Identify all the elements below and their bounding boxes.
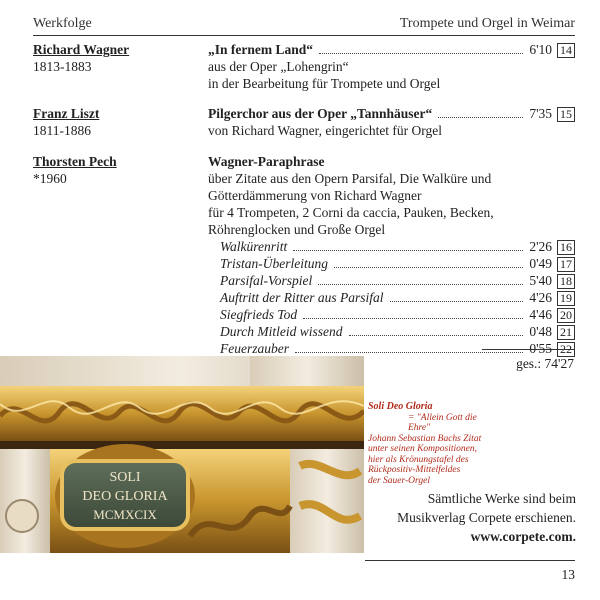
track-number: 15 — [557, 107, 575, 122]
movement-line — [220, 323, 575, 340]
work-desc-line: für 4 Trompeten, 2 Corni da caccia, Pauken, Becken, — [208, 205, 494, 220]
leader-dots — [319, 53, 523, 54]
plaque-text: DEO GLORIA — [82, 489, 168, 504]
composer-name: Richard Wagner — [33, 42, 130, 57]
work-desc-line: von Richard Wagner, eingerichtet für Orgel — [208, 123, 443, 138]
track-time: 0'48 — [529, 324, 552, 339]
leader-dots — [438, 117, 523, 118]
total-rule — [482, 349, 574, 350]
work-title: Pilgerchor aus der Oper „Tannhäuser“ — [208, 106, 433, 121]
caption-line: Johann Sebastian Bachs Zitat — [368, 433, 482, 444]
header-right: Trompete und Orgel in Weimar — [399, 16, 575, 31]
track-number: 19 — [557, 291, 575, 306]
publisher-note — [397, 489, 576, 546]
caption-quote: = "Allein Gott die Ehre" — [408, 412, 477, 433]
leader-dots — [293, 250, 523, 251]
work-title-line — [208, 105, 575, 122]
work-block-2 — [208, 105, 575, 139]
work-title-line — [208, 41, 575, 58]
footer-rule — [365, 560, 575, 561]
track-number: 20 — [557, 308, 575, 323]
track-number: 21 — [557, 325, 575, 340]
track-time: 2'26 — [529, 239, 552, 254]
composer-name: Franz Liszt — [33, 106, 100, 121]
total-duration: ges.: 74'27 — [516, 356, 574, 371]
work-block-3 — [208, 153, 575, 357]
publisher-line: Musikverlag Corpete erschienen. — [397, 510, 576, 525]
leader-dots — [349, 335, 524, 336]
movement-line — [220, 255, 575, 272]
movement-list — [220, 238, 575, 357]
leader-dots — [334, 267, 523, 268]
header-rule — [33, 35, 575, 36]
track-number: 16 — [557, 240, 575, 255]
movement-title: Tristan-Überleitung — [220, 256, 329, 271]
track-time: 0'55 — [529, 341, 552, 356]
leader-dots — [303, 318, 523, 319]
track-number: 22 — [557, 342, 575, 357]
track-time: 5'40 — [529, 273, 552, 288]
movement-title: Durch Mitleid wissend — [220, 324, 343, 339]
work-desc-line: Götterdämmerung von Richard Wagner — [208, 188, 422, 203]
publisher-url: www.corpete.com. — [470, 529, 576, 544]
track-time: 7'35 — [529, 106, 552, 121]
composer-dates: *1960 — [33, 171, 67, 186]
movement-line — [220, 289, 575, 306]
composer-block-1 — [33, 41, 129, 75]
track-time: 6'10 — [529, 42, 552, 57]
organ-photo — [0, 356, 364, 553]
movement-title: Parsifal-Vorspiel — [220, 273, 313, 288]
leader-dots — [318, 284, 523, 285]
caption-line: der Sauer-Orgel — [368, 475, 430, 486]
plaque-text: MCMXCIX — [93, 507, 157, 522]
track-time: 4'26 — [529, 290, 552, 305]
movement-line — [220, 238, 575, 255]
work-title: Wagner-Paraphrase — [208, 154, 325, 169]
work-desc-line: Röhrenglocken und Große Orgel — [208, 222, 386, 237]
movement-title: Auftritt der Ritter aus Parsifal — [220, 290, 384, 305]
caption-title: Soli Deo Gloria — [368, 401, 433, 412]
composer-block-3 — [33, 153, 117, 187]
organ-carving-image — [0, 356, 364, 553]
work-desc-line: aus der Oper „Lohengrin“ — [208, 59, 349, 74]
composer-dates: 1813-1883 — [33, 59, 92, 74]
plaque-text: SOLI — [109, 470, 141, 485]
movement-line — [220, 272, 575, 289]
movement-title: Walkürenritt — [220, 239, 288, 254]
caption-line: unter seinen Kompositionen, — [368, 444, 477, 454]
track-time: 0'49 — [529, 256, 552, 271]
track-number: 18 — [557, 274, 575, 289]
movement-title: Feuerzauber — [220, 341, 289, 356]
page-number: 13 — [561, 567, 575, 582]
photo-caption — [368, 402, 498, 486]
work-desc-line: in der Bearbeitung für Trompete und Orgel — [208, 76, 441, 91]
publisher-line: Sämtliche Werke sind beim — [427, 491, 576, 506]
composer-name: Thorsten Pech — [33, 154, 117, 169]
leader-dots — [295, 352, 523, 353]
caption-line: Rückpositiv-Mittelfeldes — [368, 465, 461, 475]
track-number: 17 — [557, 257, 575, 272]
work-desc-line: über Zitate aus den Opern Parsifal, Die Walküre und — [208, 171, 492, 186]
work-title: „In fernem Land“ — [208, 42, 314, 57]
work-block-1 — [208, 41, 575, 92]
composer-block-2 — [33, 105, 99, 139]
caption-line: hier als Krönungstafel des — [368, 454, 469, 465]
header-left: Werkfolge — [33, 16, 92, 31]
movement-line — [220, 306, 575, 323]
leader-dots — [390, 301, 524, 302]
movement-title: Siegfrieds Tod — [220, 307, 298, 322]
track-time: 4'46 — [529, 307, 552, 322]
composer-dates: 1811-1886 — [33, 123, 91, 138]
track-number: 14 — [557, 43, 575, 58]
page-header — [33, 16, 575, 36]
